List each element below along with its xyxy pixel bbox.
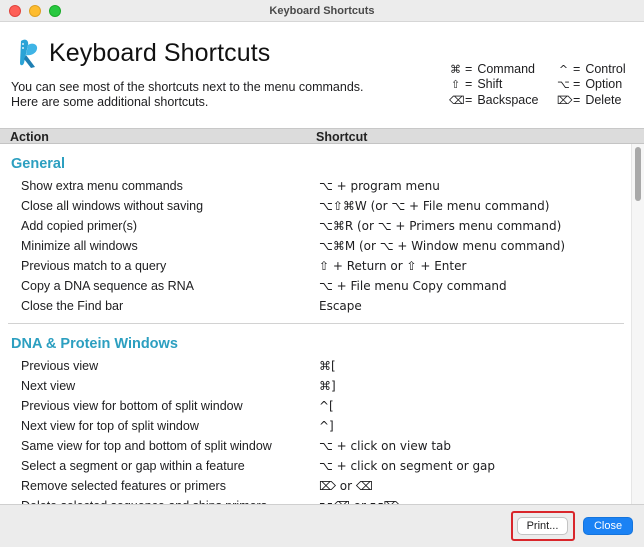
header xyxy=(0,22,644,128)
table-row: Next view for top of split window ^] xyxy=(21,419,334,433)
table-row: Remove selected features or primers ⌦ or ⌫ xyxy=(21,479,373,493)
close-button[interactable]: Close xyxy=(583,517,633,535)
window-close-button[interactable] xyxy=(9,5,21,17)
intro-line-1: You can see most of the shortcuts next to the menu commands. xyxy=(11,80,364,94)
window-controls xyxy=(9,5,61,17)
title-bar xyxy=(0,0,644,22)
table-row: Show extra menu commands ⌥ + program menu xyxy=(21,179,440,193)
snapgene-logo-icon xyxy=(15,37,43,69)
window-title: Keyboard Shortcuts xyxy=(269,4,375,17)
legend-backspace: ⌫ = Backspace xyxy=(449,92,539,107)
option-key-icon: ⌥ xyxy=(557,78,570,92)
section-title-general: General xyxy=(11,156,65,172)
legend-shift: ⇧ = Shift xyxy=(450,77,503,92)
table-row: Next view ⌘] xyxy=(21,379,336,393)
intro-line-2: Here are some additional shortcuts. xyxy=(11,94,209,109)
print-button[interactable]: Print... xyxy=(517,517,568,535)
table-row: Close all windows without saving ⌥⇧⌘W (or ⌥ + File menu command) xyxy=(21,199,550,213)
table-row: Previous view for bottom of split window ^[ xyxy=(21,399,334,413)
legend-control: ^ = Control xyxy=(558,62,626,76)
column-header-shortcut: Shortcut xyxy=(316,130,368,144)
command-key-icon: ⌘ xyxy=(450,63,461,76)
table-row: Copy a DNA sequence as RNA ⌥ + File menu Copy command xyxy=(21,279,507,293)
shortcut-list[interactable] xyxy=(0,144,631,504)
footer-bar xyxy=(0,504,644,547)
page-title: Keyboard Shortcuts xyxy=(49,39,271,67)
control-key-icon: ^ xyxy=(558,63,569,76)
modifier-legend xyxy=(449,62,639,108)
table-row: Same view for top and bottom of split window ⌥ + click on view tab xyxy=(21,439,452,453)
table-row: Select a segment or gap within a feature ⌥ + click on segment or gap xyxy=(21,459,496,473)
legend-option: ⌥ = Option xyxy=(557,77,623,92)
window-minimize-button[interactable] xyxy=(29,5,41,17)
scrollbar-thumb[interactable] xyxy=(635,147,641,201)
table-row: Add copied primer(s) ⌥⌘R (or ⌥ + Primers menu command) xyxy=(21,219,562,233)
column-header-action: Action xyxy=(10,130,49,144)
legend-delete: ⌦ = Delete xyxy=(557,92,622,107)
table-row: Close the Find bar Escape xyxy=(21,299,362,313)
backspace-key-icon: ⌫ xyxy=(449,93,465,107)
shift-key-icon: ⇧ xyxy=(450,78,461,92)
delete-key-icon: ⌦ xyxy=(557,93,573,107)
legend-command: ⌘ = Command xyxy=(450,62,535,76)
intro-text xyxy=(11,80,364,109)
table-row: Previous view ⌘[ xyxy=(21,359,336,373)
section-divider xyxy=(8,323,624,324)
window-zoom-button[interactable] xyxy=(49,5,61,17)
section-title-dna-protein-windows: DNA & Protein Windows xyxy=(11,336,178,352)
column-header xyxy=(0,128,644,144)
vertical-scrollbar[interactable] xyxy=(631,144,644,504)
table-row: Previous match to a query ⇧ + Return or ⇧ + Enter xyxy=(21,259,467,273)
table-row: Minimize all windows ⌥⌘M (or ⌥ + Window menu command) xyxy=(21,239,566,253)
